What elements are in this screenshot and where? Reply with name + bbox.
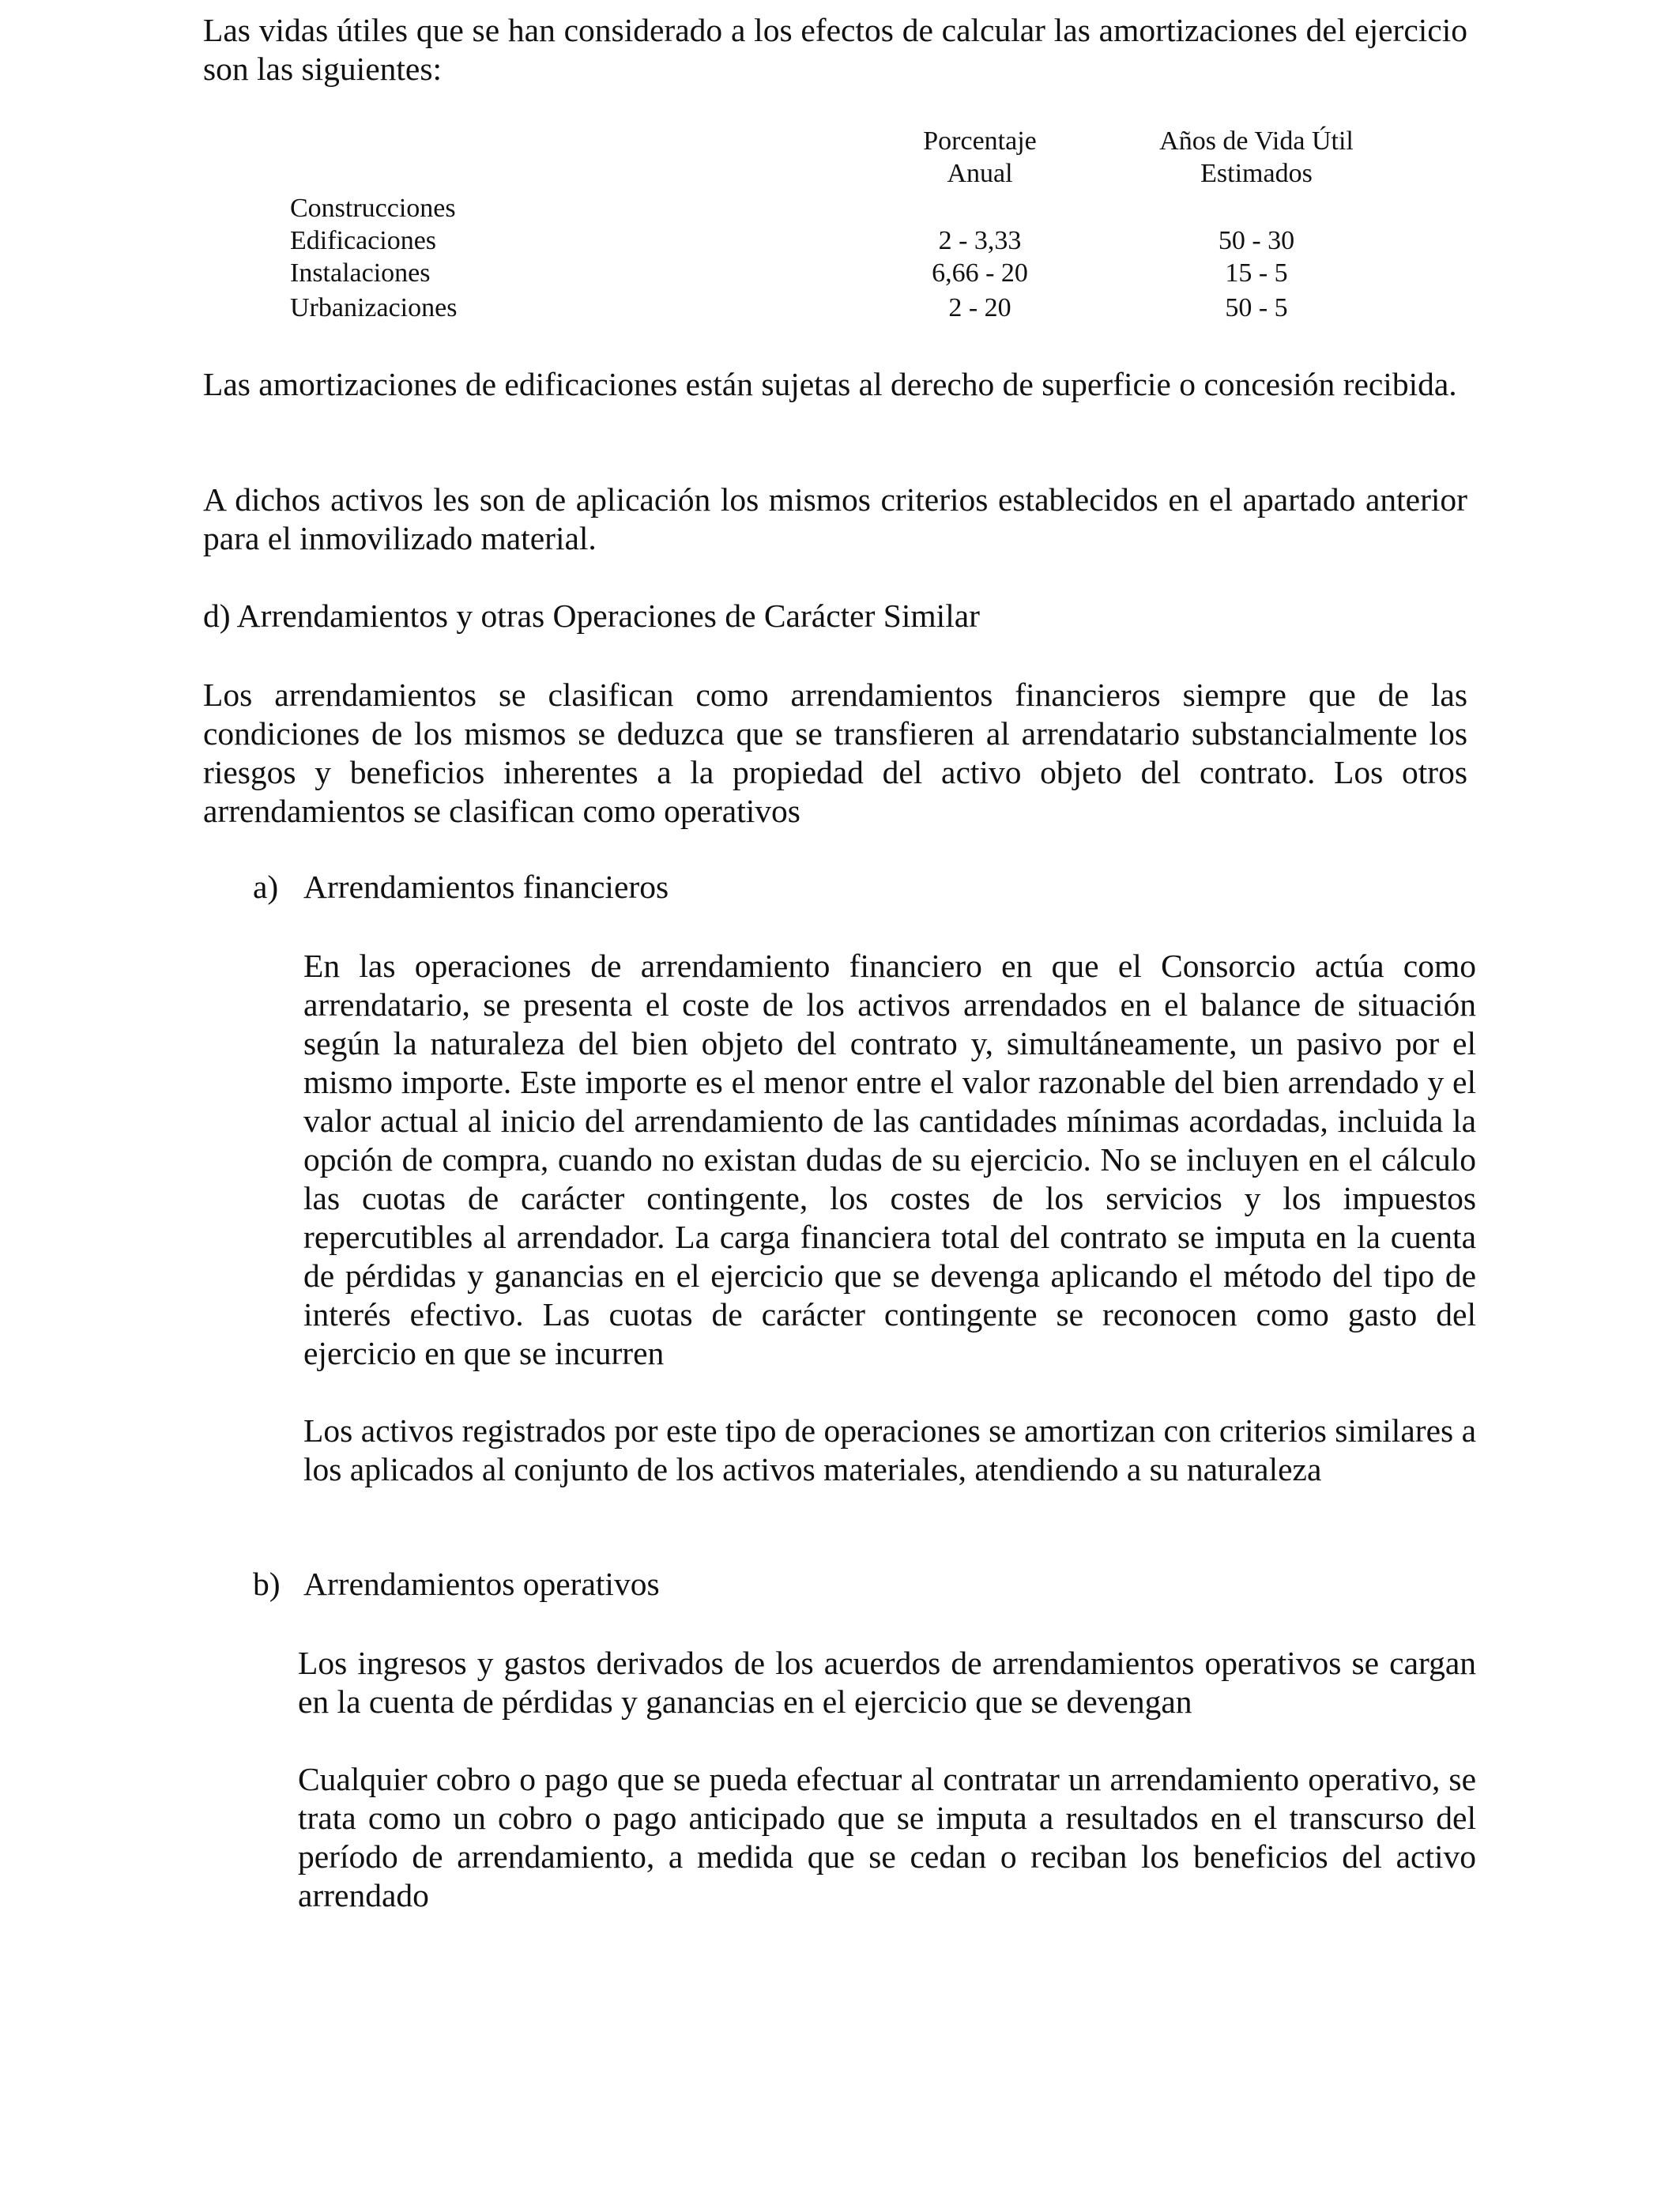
table-header-years-line2: Estimados — [1200, 159, 1313, 188]
section-heading: d) Arrendamientos y otras Operaciones de Carácter Similar — [203, 598, 980, 634]
paragraph-clasificacion: Los arrendamientos se clasifican como arrendamientos financieros siempre que de las condiciones de los mismos se deduzca que se transfieren al arrendatario substancialmente los riesgos y beneficios inherentes a la propiedad del activo objeto del contrato. Los otros arrendamientos se clasifican como operativos — [203, 677, 1467, 829]
table-group-label: Construcciones — [290, 194, 456, 223]
paragraph-financieros-2: Los activos registrados por este tipo de operaciones se amortizan con criterios similares a los aplicados al conjunto de los activos materiales, atendiendo a su naturaleza — [303, 1412, 1476, 1487]
table-row-years: 50 - 30 — [1218, 226, 1295, 255]
table-header-years-line1: Años de Vida Útil — [1159, 126, 1354, 156]
subsection-title-operativos: Arrendamientos operativos — [303, 1566, 660, 1602]
paragraph-financieros-1: En las operaciones de arrendamiento financiero en que el Consorcio actúa como arrendatario, se presenta el coste de los activos arrendados en el balance de situación según la naturaleza del bien objeto del contrato y, simultáneamente, un pasivo por el mismo importe. Este importe es el menor entre el valor razonable del bien arrendado y el valor actual al inicio del arrendamiento de las cantidades mínimas acordadas, incluida la opción de compra, cuando no existan dudas de su ejercicio. No se incluyen en el cálculo las cuotas de carácter contingente, los costes de los servicios y los impuestos repercutibles al arrendador. La carga financiera total del contrato se imputa en la cuenta de pérdidas y ganancias en el ejercicio que se devenga aplicando el método del tipo de interés efectivo. Las cuotas de carácter contingente se reconocen como gasto del ejercicio en que se incurren — [303, 948, 1476, 1371]
table-row-label: Urbanizaciones — [290, 293, 458, 322]
paragraph-operativos-1: Los ingresos y gastos derivados de los acuerdos de arrendamientos operativos se cargan en la cuenta de pérdidas y ganancias en el ejercicio que se devengan — [298, 1645, 1476, 1720]
table-row-label: Instalaciones — [290, 258, 431, 288]
paragraph-amortizaciones: Las amortizaciones de edificaciones están sujetas al derecho de superficie o concesión recibida. — [203, 366, 1457, 402]
table-row-percent: 2 - 20 — [948, 293, 1011, 322]
list-marker-a: a) — [253, 869, 279, 905]
list-marker-b: b) — [253, 1566, 281, 1602]
table-header-percent-line1: Porcentaje — [923, 126, 1037, 156]
table-row-years: 50 - 5 — [1225, 293, 1288, 322]
table-row-percent: 2 - 3,33 — [938, 226, 1022, 255]
table-row-percent: 6,66 - 20 — [932, 258, 1028, 288]
paragraph-criterios: A dichos activos les son de aplicación los mismos criterios establecidos en el apartado anterior para el inmovilizado material. — [203, 481, 1467, 556]
table-header-percent-line2: Anual — [947, 159, 1013, 188]
subsection-title-financieros: Arrendamientos financieros — [303, 869, 669, 905]
intro-paragraph: Las vidas útiles que se han considerado a los efectos de calcular las amortizaciones del ejercicio son las siguientes: — [203, 12, 1467, 87]
table-row-label: Edificaciones — [290, 226, 437, 255]
table-row-years: 15 - 5 — [1225, 258, 1288, 288]
paragraph-operativos-2: Cualquier cobro o pago que se pueda efectuar al contratar un arrendamiento operativo, se trata como un cobro o pago anticipado que se imputa a resultados en el transcurso del período de arrendamiento, a medida que se cedan o reciban los beneficios del activo arrendado — [298, 1761, 1476, 1913]
